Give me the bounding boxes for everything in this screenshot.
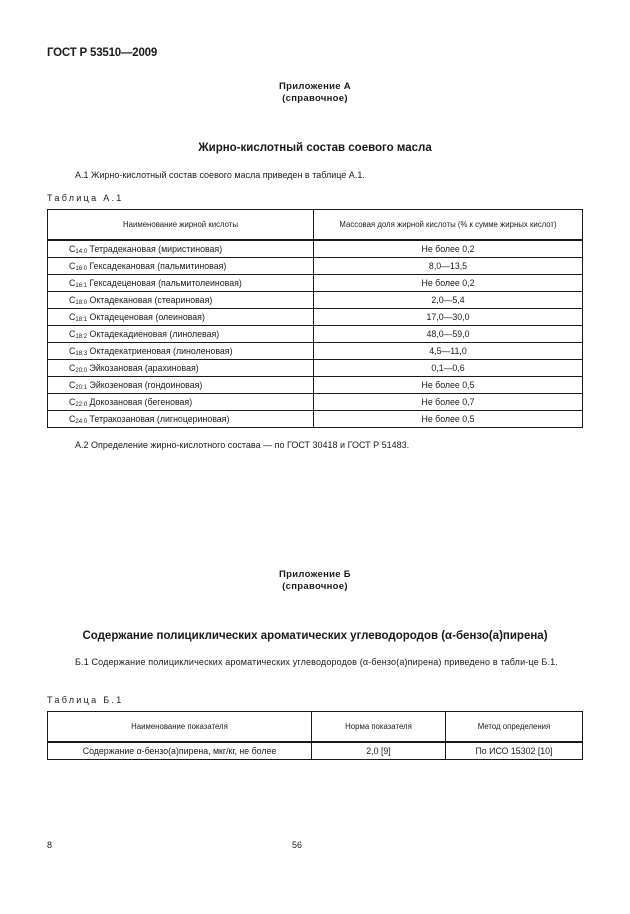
table-b1: [47, 711, 583, 760]
table-row: [48, 275, 583, 292]
table-row: [48, 309, 583, 326]
paragraph-b1: Б.1 Содержание полициклических ароматических углеводородов (α-бензо(а)пирена) приведено в табли-це Б.1.: [75, 657, 558, 667]
acid-name: Октадекатриеновая (линоленовая): [89, 345, 233, 356]
appendix-b-title-line2: (справочное): [282, 581, 348, 592]
acid-name-cell: [48, 394, 314, 411]
method-cell: По ИСО 15302 [10]: [446, 742, 583, 760]
acid-name: Октадеценовая (олеиновая): [89, 311, 205, 322]
acid-name: Тетракозановая (лигноцериновая): [89, 413, 230, 424]
acid-name-cell: [48, 377, 314, 394]
acid-name-cell: [48, 326, 314, 343]
table-row: [48, 240, 583, 258]
acid-name: Гексадеценовая (пальмитолеиновая): [89, 277, 242, 288]
acid-code-sub: 24:0: [75, 418, 88, 425]
appendix-a-title-line2: (справочное): [282, 93, 348, 104]
mass-fraction-cell: 8,0—13,5: [314, 258, 583, 275]
acid-name: Эйкозановая (арахиновая): [89, 362, 199, 373]
acid-code-sub: 16:1: [75, 282, 88, 289]
acid-code-sub: 18:2: [75, 333, 88, 340]
acid-code: C: [69, 362, 76, 373]
acid-name: Октадекадиеновая (линолевая): [89, 328, 220, 339]
mass-fraction-cell: Не более 0,2: [314, 275, 583, 292]
column-header-mass-fraction: Массовая доля жирной кислоты (% к сумме жирных кислот): [314, 210, 583, 241]
norm-cell: 2,0 [9]: [312, 742, 446, 760]
acid-code-sub: 22:0: [75, 401, 88, 408]
table-row: [48, 377, 583, 394]
acid-name-cell: [48, 309, 314, 326]
acid-code-sub: 18:1: [75, 316, 88, 323]
acid-code: C: [69, 294, 76, 305]
mass-fraction-cell: 48,0—59,0: [314, 326, 583, 343]
acid-code: C: [69, 345, 76, 356]
acid-code: C: [69, 277, 76, 288]
acid-code: C: [69, 243, 76, 254]
column-header-norm: Норма показателя: [312, 712, 446, 743]
table-row: [48, 343, 583, 360]
appendix-a-title: [0, 81, 630, 105]
table-row: [48, 394, 583, 411]
acid-name-cell: [48, 275, 314, 292]
acid-code-sub: 18:3: [75, 350, 88, 357]
table-b1-label: Таблица Б.1: [47, 695, 124, 705]
mass-fraction-cell: 2,0—5,4: [314, 292, 583, 309]
acid-code-sub: 20:0: [75, 367, 88, 374]
acid-name-cell: [48, 292, 314, 309]
acid-code: C: [69, 328, 76, 339]
acid-code-sub: 18:0: [75, 299, 88, 306]
acid-code: C: [69, 311, 76, 322]
acid-code-sub: 20:1: [75, 384, 88, 391]
mass-fraction-cell: 4,5—11,0: [314, 343, 583, 360]
appendix-b-title: [0, 569, 630, 593]
table-a1-label: Таблица А.1: [47, 193, 124, 203]
table-row: [48, 292, 583, 309]
mass-fraction-cell: Не более 0,2: [314, 240, 583, 258]
table-row: [48, 742, 583, 760]
acid-code-sub: 14:0: [75, 248, 88, 255]
acid-code-sub: 16:0: [75, 265, 88, 272]
acid-name-cell: [48, 240, 314, 258]
document-code: ГОСТ Р 53510—2009: [47, 47, 158, 59]
appendix-b-section-title: Содержание полициклических ароматических углеводородов (α-бензо(а)пирена): [82, 630, 548, 642]
column-header-indicator: Наименование показателя: [48, 712, 312, 743]
table-header-row: [48, 210, 583, 241]
acid-name: Гексадекановая (пальмитиновая): [89, 260, 227, 271]
acid-code: C: [69, 379, 76, 390]
acid-name: Октадекановая (стеариновая): [89, 294, 213, 305]
mass-fraction-cell: 17,0—30,0: [314, 309, 583, 326]
indicator-cell: Содержание α-бензо(а)пирена, мкг/кг, не более: [48, 742, 312, 760]
acid-name: Эйкозеновая (гондоиновая): [89, 379, 203, 390]
acid-name-cell: [48, 343, 314, 360]
table-a1: [47, 209, 583, 428]
appendix-b-title-line1: Приложение Б: [279, 569, 351, 580]
acid-name: Докозановая (бегеновая): [89, 396, 193, 407]
page-number-left: 8: [47, 840, 53, 850]
mass-fraction-cell: 0,1—0,6: [314, 360, 583, 377]
table-row: [48, 258, 583, 275]
column-header-acid-name: Наименование жирной кислоты: [48, 210, 314, 241]
paragraph-a1: А.1 Жирно-кислотный состав соевого масла приведен в таблице А.1.: [75, 170, 365, 180]
mass-fraction-cell: Не более 0,5: [314, 411, 583, 428]
appendix-a-section-title: Жирно-кислотный состав соевого масла: [198, 142, 432, 154]
acid-code: C: [69, 260, 76, 271]
table-row: [48, 326, 583, 343]
column-header-method: Метод определения: [446, 712, 583, 743]
mass-fraction-cell: Не более 0,7: [314, 394, 583, 411]
acid-name-cell: [48, 360, 314, 377]
acid-name: Тетрадекановая (миристиновая): [89, 243, 223, 254]
appendix-a-title-line1: Приложение А: [279, 81, 351, 92]
table-row: [48, 360, 583, 377]
acid-code: C: [69, 413, 76, 424]
mass-fraction-cell: Не более 0,5: [314, 377, 583, 394]
acid-name-cell: [48, 411, 314, 428]
acid-code: C: [69, 396, 76, 407]
acid-name-cell: [48, 258, 314, 275]
page-number-center: 56: [292, 840, 303, 850]
table-row: [48, 411, 583, 428]
table-header-row: [48, 712, 583, 743]
paragraph-a2: А.2 Определение жирно-кислотного состава — по ГОСТ 30418 и ГОСТ Р 51483.: [75, 440, 410, 450]
